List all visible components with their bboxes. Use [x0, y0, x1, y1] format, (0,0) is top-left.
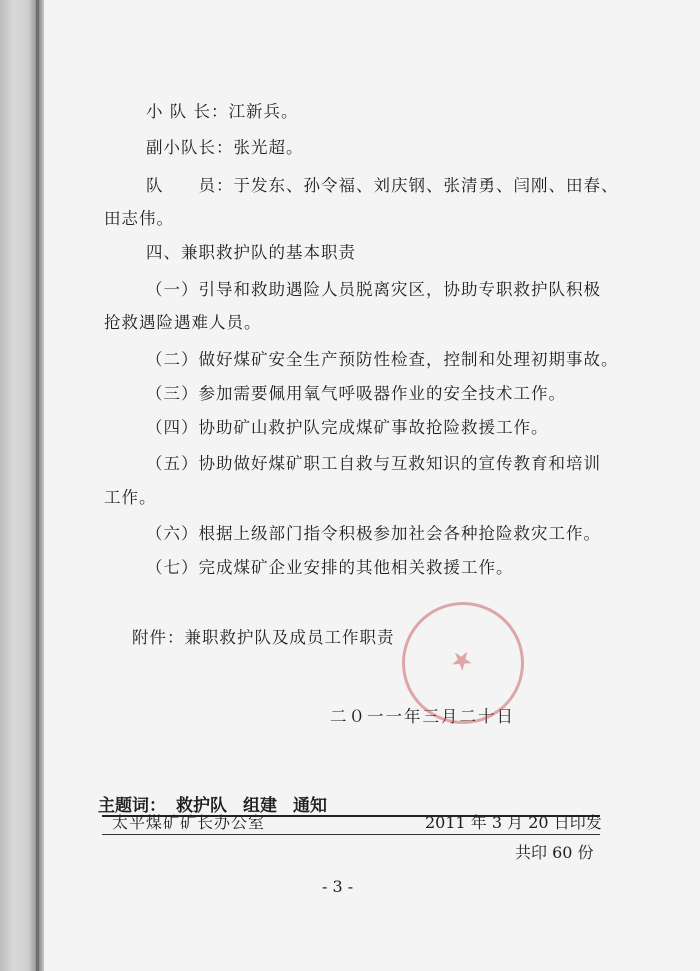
copies-count: 共印 60 份: [515, 843, 594, 862]
text-line: （六）根据上级部门指令积极参加社会各种抢险救灾工作。: [146, 524, 601, 543]
text-line: （三）参加需要佩用氧气呼吸器作业的安全技术工作。: [146, 384, 566, 403]
text-line: 小 队 长：江新兵。: [146, 102, 299, 121]
text-line: 工作。: [104, 488, 157, 507]
text-line: 队 员：于发东、孙令福、刘庆钢、张清勇、闫刚、田春、: [146, 176, 619, 195]
text-line: （五）协助做好煤矿职工自救与互救知识的宣传教育和培训: [146, 454, 601, 473]
attachment-note: 附件：兼职救护队及成员工作职责: [132, 628, 395, 647]
text-line: 田志伟。: [104, 209, 174, 228]
page-number: - 3 -: [322, 877, 354, 896]
subject-keyword: 救护队: [176, 796, 227, 816]
binding-spine: [36, 0, 39, 971]
subject-keyword: 组建: [243, 796, 277, 816]
seal-star-icon: ★: [443, 642, 480, 680]
subject-keyword: 通知: [293, 796, 327, 816]
text-line: （七）完成煤矿企业安排的其他相关救援工作。: [146, 558, 514, 577]
text-line: 抢救遇险遇难人员。: [104, 313, 262, 332]
issuer: 太平煤矿矿长办公室: [112, 813, 266, 832]
divider-rule: [102, 834, 600, 835]
issue-date: 2011 年 3 月 20 日印发: [425, 813, 602, 832]
text-line: （一）引导和救助遇险人员脱离灾区，协助专职救护队积极: [146, 280, 601, 299]
section-heading: 四、兼职救护队的基本职责: [146, 243, 356, 262]
subject-label: 主题词：: [98, 796, 166, 816]
document-date: 二０一一年三月二十日: [330, 707, 515, 726]
text-line: 副小队长：张光超。: [146, 138, 304, 157]
text-line: （四）协助矿山救护队完成煤矿事故抢险救援工作。: [146, 418, 549, 437]
text-line: （二）做好煤矿安全生产预防性检查，控制和处理初期事故。: [146, 350, 619, 369]
